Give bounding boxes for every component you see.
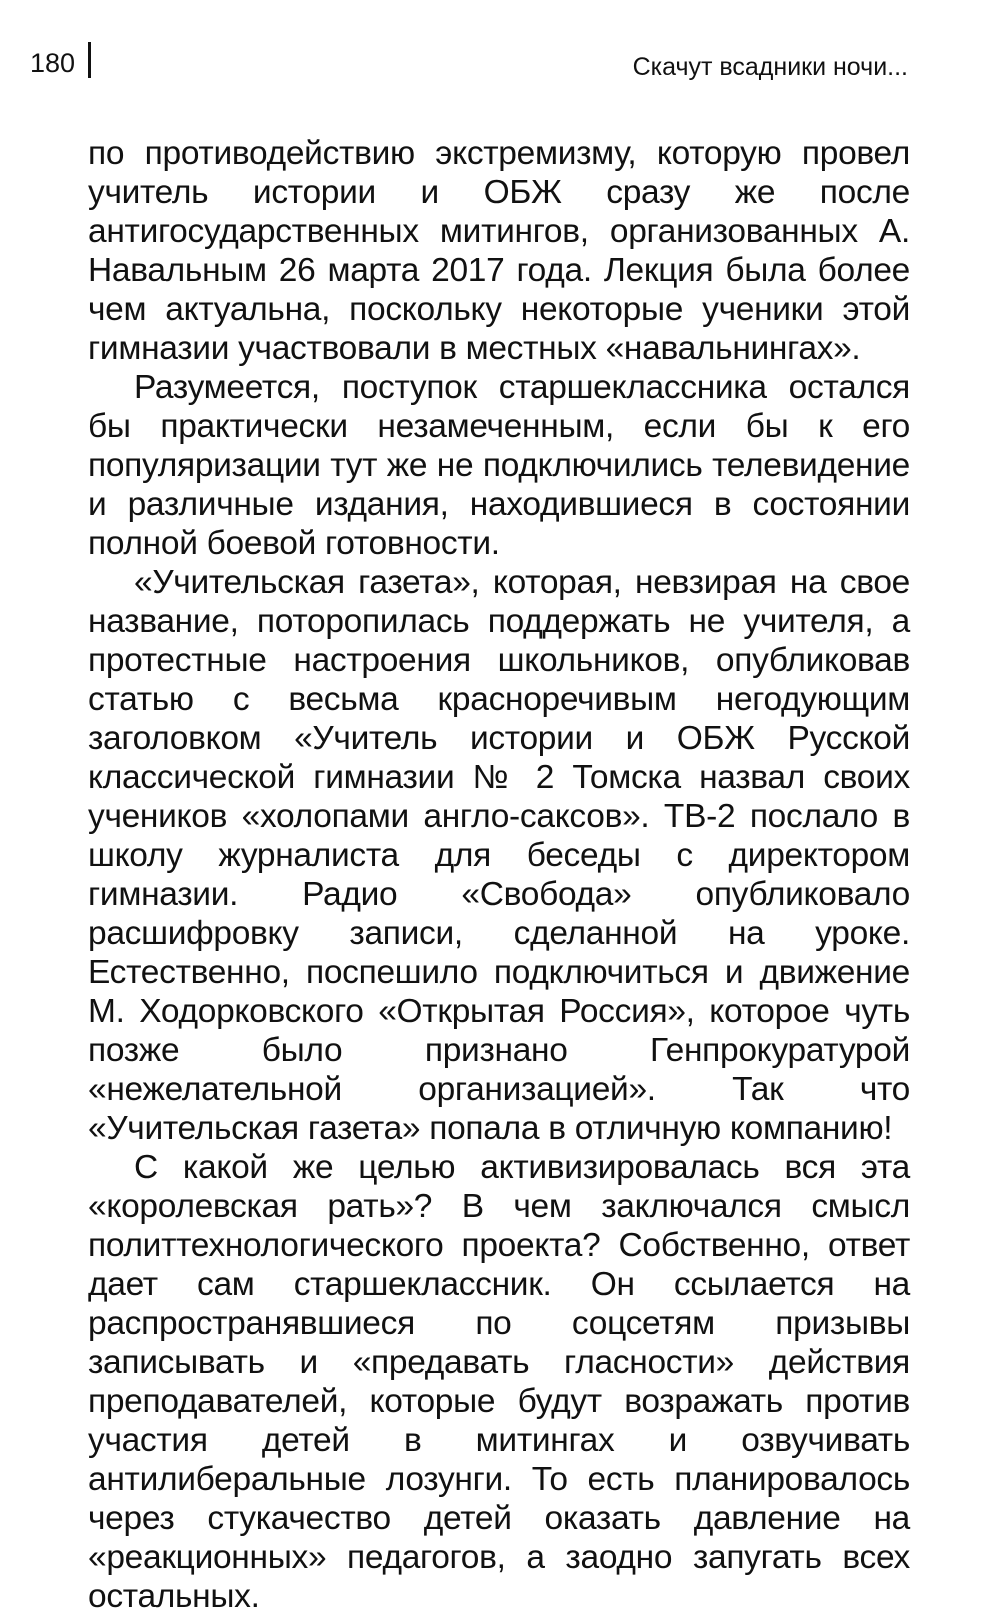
header-divider xyxy=(88,42,91,78)
paragraph-2: Разумеется, поступок старшеклассника остался бы практически незамеченным, если бы к его популяризации тут же не подключились телевидение и различные издания, находившиеся в состоянии полной боевой готовности. xyxy=(88,369,910,562)
paragraph-4: С какой же целью активизировалась вся эта «королевская рать»? В чем заключался смысл политтехнологического проекта? Собственно, ответ дает сам старшеклассник. Он ссылается на распространявшиеся по соцсетям призывы записывать и «предавать гласности» действия преподавателей, которые будут возражать против участия детей в митингах и озвучивать антилиберальные лозунги. То есть планировалось через стукачество детей оказать давление на «реакционных» педагогов, а заодно запугать всех остальных. xyxy=(88,1149,910,1615)
running-title: Скачут всадники ночи... xyxy=(632,53,908,81)
body-text xyxy=(88,134,910,1616)
page-number: 180 xyxy=(30,48,76,78)
paragraph-3: «Учительская газета», которая, невзирая на свое название, поторопилась поддержать не учителя, а протестные настроения школьников, опубликовав статью с весьма красноречивым негодующим заголовком «Учитель истории и ОБЖ Русской классической гимназии № 2 Томска назвал своих учеников «холопами англо-саксов». ТВ-2 послало в школу журналиста для беседы с директором гимназии. Радио «Свобода» опубликовало расшифровку записи, сделанной на уроке. Естественно, поспешило подключиться и движение М. Ходорковского «Открытая Россия», которое чуть позже было признано Генпрокуратурой «нежелательной организацией». Так что «Учительская газета» попала в отличную компанию! xyxy=(88,564,910,1147)
page-header xyxy=(30,42,908,82)
paragraph-1: по противодействию экстремизму, которую провел учитель истории и ОБЖ сразу же после антигосударственных митингов, организованных А. Навальным 26 марта 2017 года. Лекция была более чем актуальна, поскольку некоторые ученики этой гимназии участвовали в местных «навальнингах». xyxy=(88,135,910,367)
